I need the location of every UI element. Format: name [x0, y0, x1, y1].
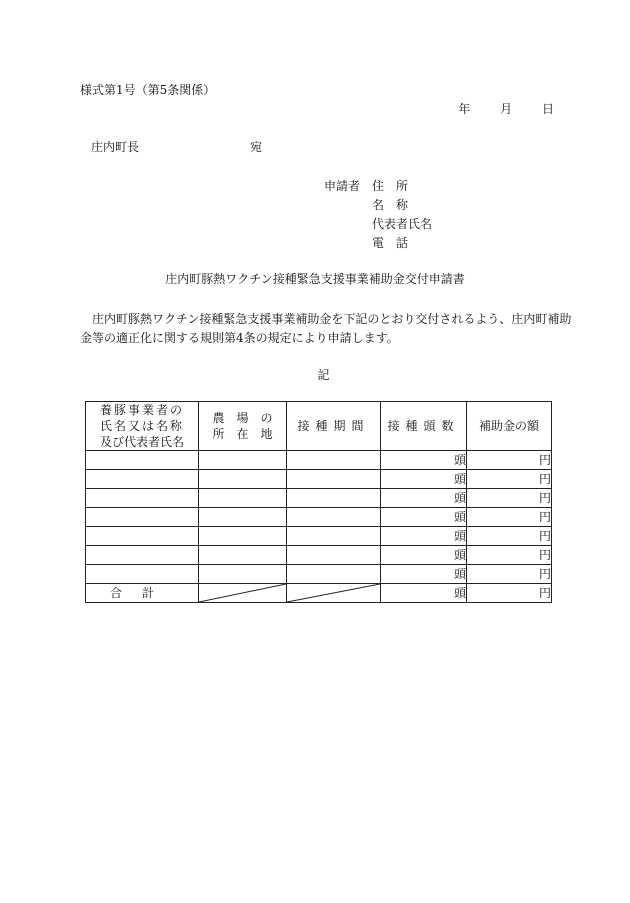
period-cell[interactable] — [287, 546, 381, 565]
amount-cell[interactable]: 円 — [467, 546, 552, 565]
header-amount: 補助金の額 — [467, 402, 552, 451]
ki-heading: 記 — [317, 368, 330, 382]
header-farm-location — [199, 402, 287, 451]
table-row — [86, 546, 552, 565]
amount-cell[interactable]: 円 — [467, 470, 552, 489]
heads-cell[interactable]: 頭 — [381, 470, 467, 489]
table-row — [86, 451, 552, 470]
heads-cell[interactable]: 頭 — [381, 546, 467, 565]
table-total-row — [86, 584, 552, 603]
form-number: 様式第1号（第5条関係） — [80, 83, 216, 97]
heads-cell[interactable]: 頭 — [381, 451, 467, 470]
location-cell[interactable] — [199, 470, 287, 489]
table-row — [86, 527, 552, 546]
farmer-cell[interactable] — [86, 489, 199, 508]
period-cell[interactable] — [287, 489, 381, 508]
total-amount-cell[interactable]: 円 — [467, 584, 552, 603]
header-period: 接種期間 — [287, 402, 381, 451]
farmer-cell[interactable] — [86, 508, 199, 527]
diagonal-strike — [199, 584, 286, 602]
table-row — [86, 470, 552, 489]
farmer-cell[interactable] — [86, 470, 199, 489]
day-label: 日 — [541, 102, 554, 116]
diagonal-strike — [287, 584, 380, 602]
header-farmer-line2: 氏名又は名称 — [99, 419, 184, 433]
table-row — [86, 508, 552, 527]
document-title: 庄内町豚熱ワクチン接種緊急支援事業補助金交付申請書 — [165, 272, 465, 286]
period-cell[interactable] — [287, 508, 381, 527]
amount-cell[interactable]: 円 — [467, 508, 552, 527]
applicant-role: 申請者 — [324, 179, 361, 193]
table-row — [86, 489, 552, 508]
header-farmer — [86, 402, 199, 451]
heads-cell[interactable]: 頭 — [381, 489, 467, 508]
table-header-row — [86, 402, 552, 451]
header-farm-line2: 所 在 地 — [212, 427, 273, 441]
location-cell[interactable] — [199, 508, 287, 527]
applicant-representative-label: 代表者氏名 — [372, 217, 433, 231]
header-farmer-line1: 養豚事業者の — [99, 403, 184, 417]
period-cell[interactable] — [287, 451, 381, 470]
farmer-cell[interactable] — [86, 565, 199, 584]
heads-cell[interactable]: 頭 — [381, 565, 467, 584]
total-location-void — [199, 584, 287, 603]
period-cell[interactable] — [287, 565, 381, 584]
year-label: 年 — [458, 102, 471, 116]
farmer-cell[interactable] — [86, 527, 199, 546]
location-cell[interactable] — [199, 565, 287, 584]
amount-cell[interactable]: 円 — [467, 565, 552, 584]
table-row — [86, 565, 552, 584]
location-cell[interactable] — [199, 527, 287, 546]
header-heads: 接種頭数 — [381, 402, 467, 451]
amount-cell[interactable]: 円 — [467, 527, 552, 546]
date-line — [432, 100, 554, 117]
farmer-cell[interactable] — [86, 451, 199, 470]
month-label: 月 — [500, 102, 513, 116]
header-farmer-line3: 及び代表者氏名 — [99, 435, 184, 449]
location-cell[interactable] — [199, 546, 287, 565]
period-cell[interactable] — [287, 527, 381, 546]
applicant-name-label: 名 称 — [372, 198, 409, 212]
amount-cell[interactable]: 円 — [467, 451, 552, 470]
document-body: 庄内町豚熱ワクチン接種緊急支援事業補助金を下記のとおり交付されるよう、庄内町補助金等の適正化に関する規則第4条の規定により申請します。 — [80, 312, 572, 345]
subsidy-table — [85, 401, 552, 603]
applicant-address-label: 住 所 — [372, 179, 409, 193]
location-cell[interactable] — [199, 451, 287, 470]
applicant-fields — [372, 177, 432, 253]
location-cell[interactable] — [199, 489, 287, 508]
applicant-phone-label: 電 話 — [372, 236, 409, 250]
header-farm-line1: 農 場 の — [212, 411, 273, 425]
amount-cell[interactable]: 円 — [467, 489, 552, 508]
addressee-suffix: 宛 — [250, 140, 263, 154]
heads-cell[interactable]: 頭 — [381, 508, 467, 527]
period-cell[interactable] — [287, 470, 381, 489]
addressee-name: 庄内町長 — [91, 140, 140, 154]
total-heads-cell[interactable]: 頭 — [381, 584, 467, 603]
heads-cell[interactable]: 頭 — [381, 527, 467, 546]
total-label: 合計 — [86, 584, 199, 603]
farmer-cell[interactable] — [86, 546, 199, 565]
total-period-void — [287, 584, 381, 603]
